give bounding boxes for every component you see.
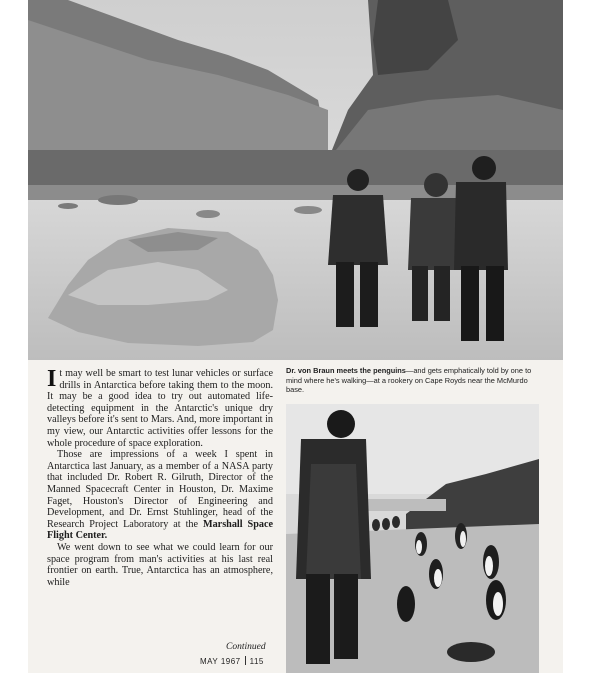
paragraph-2-text: Those are impressions of a week I spent in Antarctica last January, as a member of a NASA party that included Dr. Robert R. Gilruth, Director of the Manned Spacecraft Center in Houston, Dr. Maxime Faget, Houston's Director of Engineering and Development, and Dr. Ernst Stuhlinger, head of the Research Project Laboratory at the: [47, 449, 273, 530]
folio-divider: [245, 656, 246, 665]
caption-lead: Dr. von Braun meets the penguins: [286, 366, 406, 375]
drop-cap: I: [47, 366, 57, 392]
article-body: [47, 368, 273, 588]
photo-caption: [286, 366, 539, 395]
article-paragraph-3: [47, 542, 273, 588]
caption-text: —and gets emphatically told by one to mind where he's walking—at a rookery on Cape Royds near the McMurdo base.: [286, 366, 532, 395]
penguin-photograph: [286, 404, 539, 673]
paragraph-2-bold-text: Marshall Space Flight Center.: [47, 518, 273, 542]
paragraph-3-text: We went down to see what we could learn for our space program from man's activities at his last real frontier on earth. True, Antarctica has an atmosphere, while: [47, 541, 273, 588]
issue-date: MAY 1967: [200, 657, 241, 666]
dry-valley-photo: [28, 0, 563, 360]
continued-label: Continued: [226, 642, 266, 652]
magazine-page: [28, 0, 563, 673]
page-number: 115: [249, 657, 264, 666]
folio: [200, 656, 264, 666]
top-photograph: [28, 0, 563, 360]
penguin-rookery-photo: [286, 404, 539, 673]
article-paragraph-1: [47, 368, 273, 449]
article-paragraph-2: [47, 449, 273, 542]
paragraph-1-text: t may well be smart to test lunar vehicles or surface drills in Antarctica before taking them to the moon. It may be a good idea to try out automated life-detecting equipment in the Antarctic's unique dry valleys before it's sent to Mars. And, more important in my view, our Antarctic activities offer lessons for the whole procedure of space exploration.: [47, 368, 273, 449]
